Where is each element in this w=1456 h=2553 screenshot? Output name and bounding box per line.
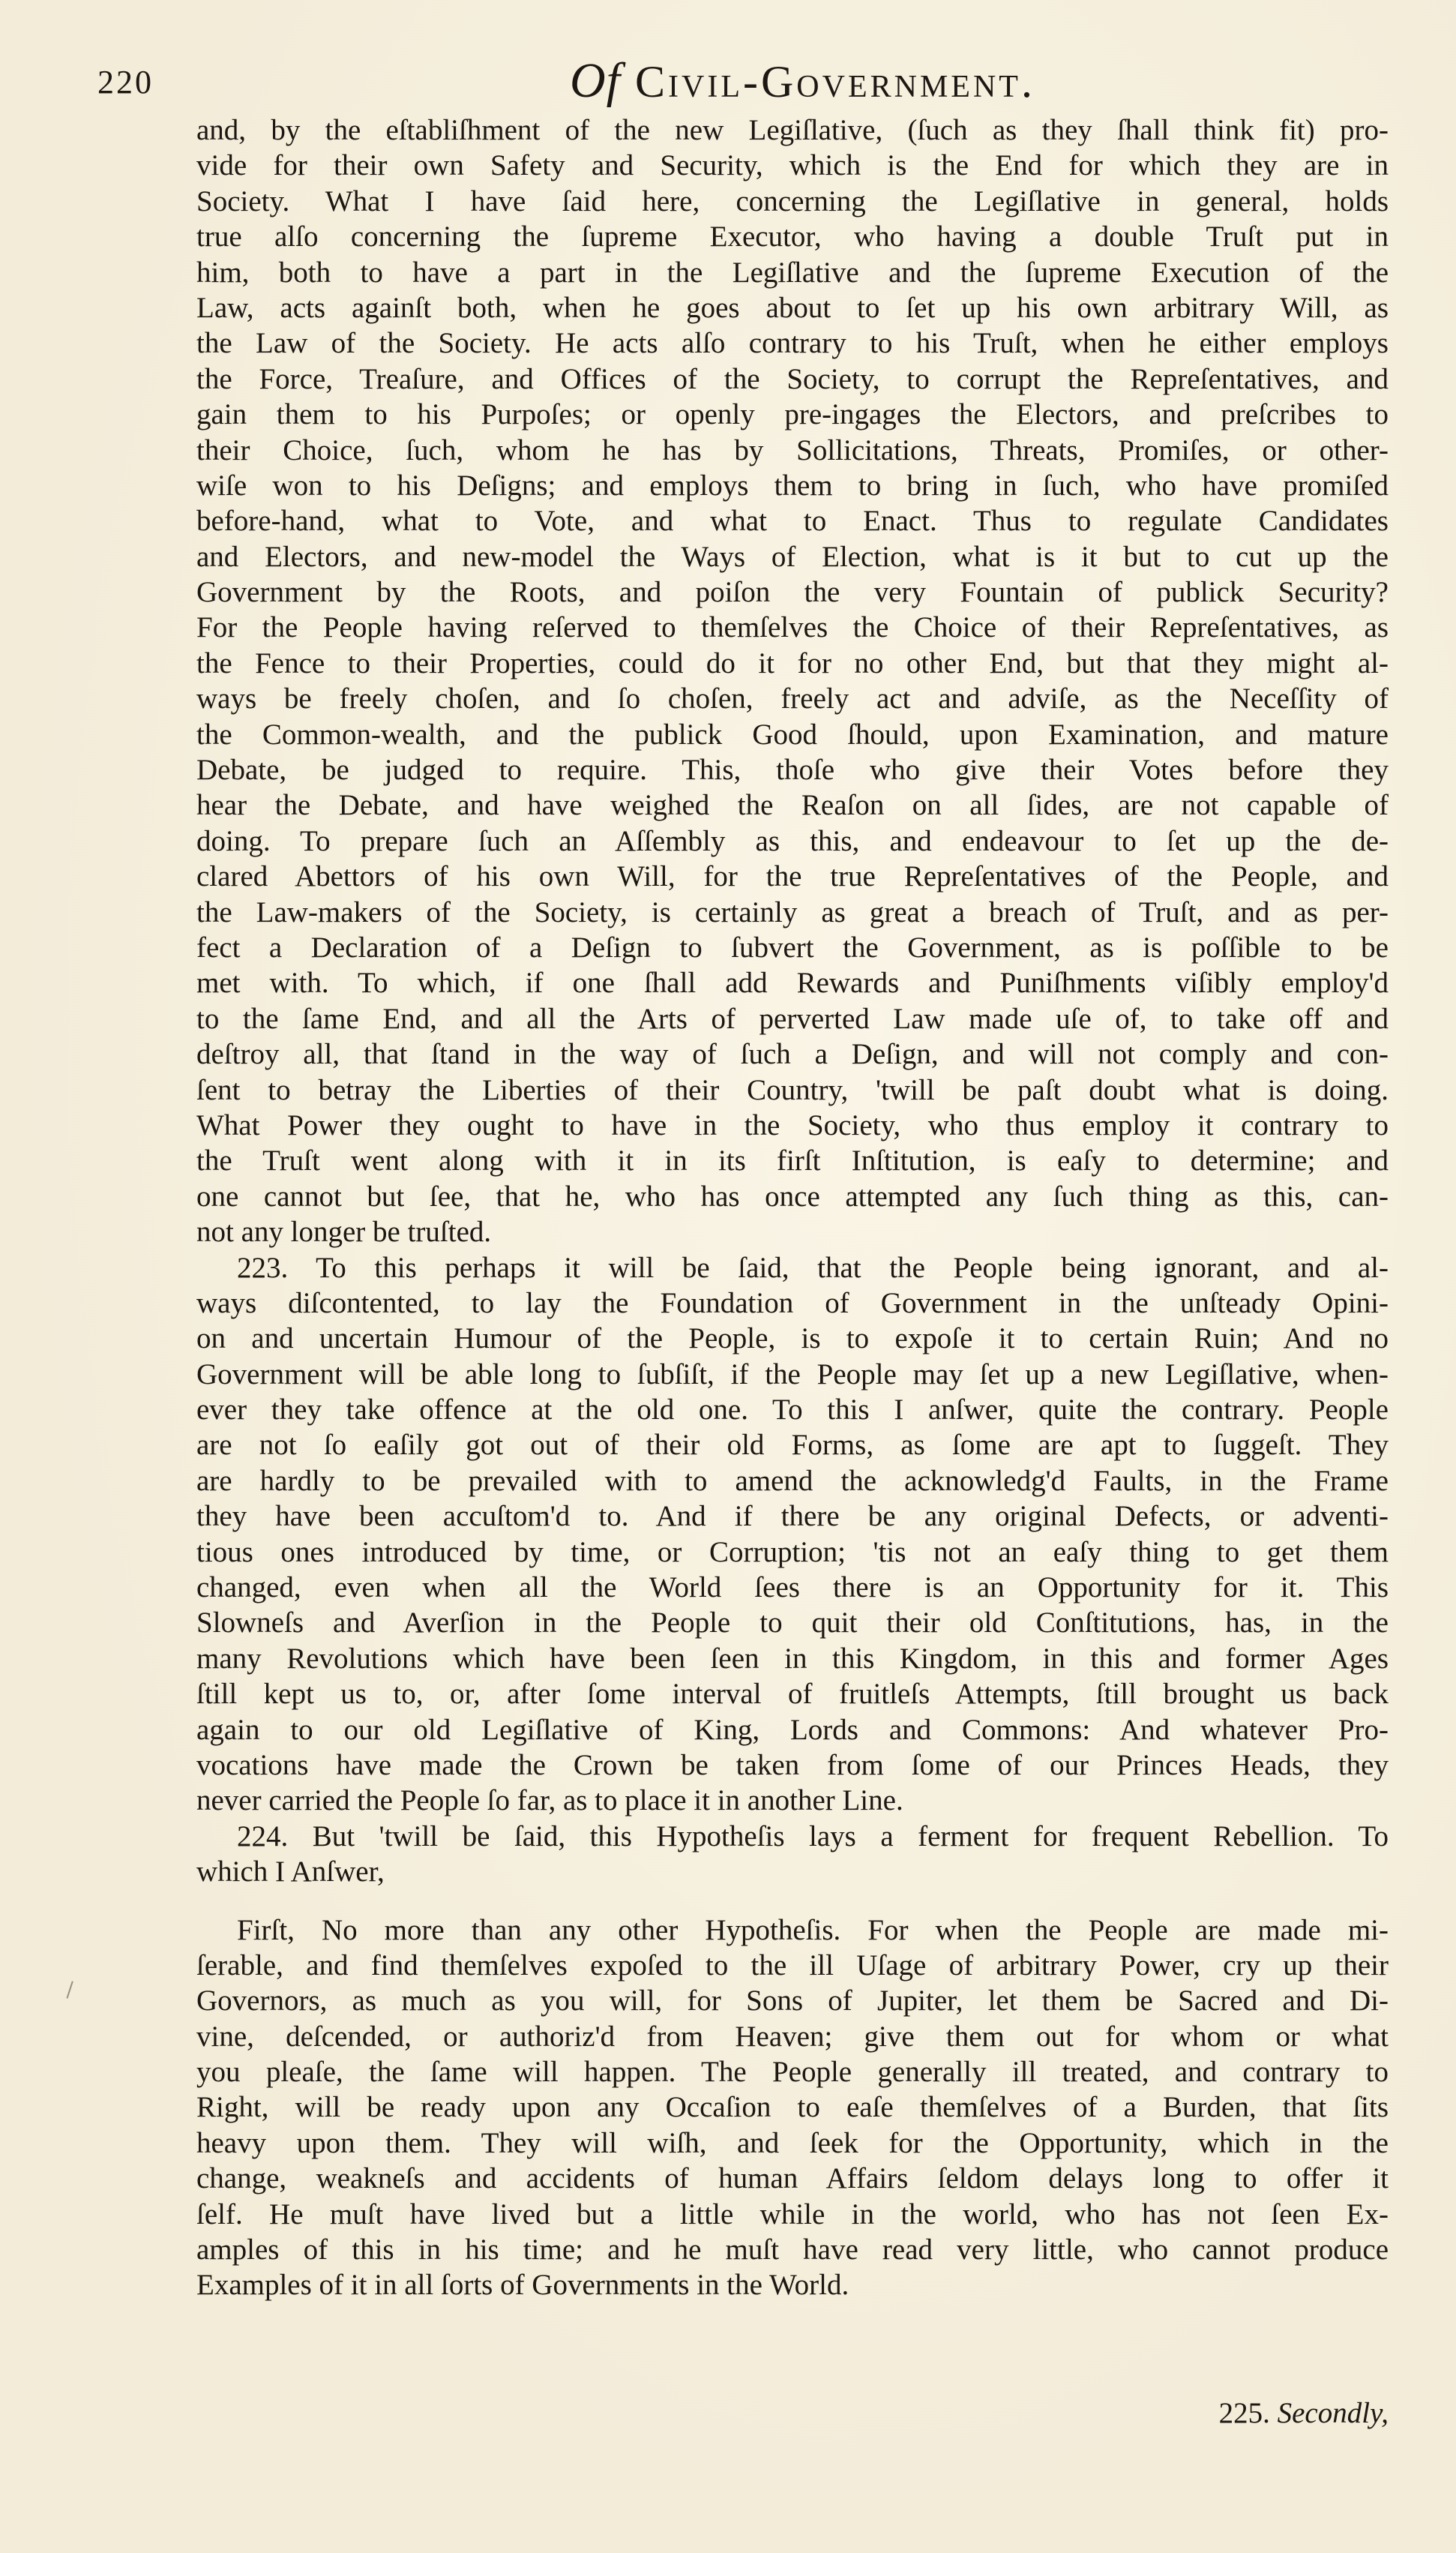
text-line: amples of this in his time; and he muſt have read very little, who cannot produce — [196, 2234, 1389, 2266]
text-line: the Force, Treaſure, and Offices of the Society, to corrupt the Repreſentatives, and — [196, 362, 1389, 395]
text-line: to the ſame End, and all the Arts of perverted Law made uſe of, to take off and — [196, 1002, 1389, 1035]
text-line: clared Abettors of his own Will, for the true Repreſentatives of the People, and — [196, 860, 1389, 893]
text-line: one cannot but ſee, that he, who has once attempted any ſuch thing as this, can- — [196, 1180, 1389, 1213]
text-line: the Truſt went along with it in its firſt Inſtitution, is eaſy to determine; and — [196, 1144, 1389, 1178]
text-line: ever they take offence at the old one. To this I anſwer, quite the contrary. People — [196, 1394, 1389, 1426]
text-line: hear the Debate, and have weighed the Reaſon on all ſides, are not capable of — [196, 789, 1389, 822]
text-line: What Power they ought to have in the Society, who thus employ it contrary to — [196, 1108, 1389, 1142]
body-text — [196, 112, 1389, 2303]
text-line: not any longer be truſted. — [196, 1216, 492, 1249]
catchword — [1164, 2396, 1389, 2430]
text-line: heavy upon them. They will wiſh, and ſeek for the Opportunity, which in the — [196, 2126, 1389, 2159]
text-line: change, weakneſs and accidents of human Affairs ſeldom delays long to offer it — [196, 2162, 1389, 2195]
text-line: and, by the eſtabliſhment of the new Legiſlative, (ſuch as they ſhall think fit) pro- — [196, 114, 1389, 146]
text-line: ways be freely choſen, and ſo choſen, freely act and adviſe, as the Neceſſity of — [196, 682, 1389, 716]
text-line: Examples of it in all ſorts of Governments in the World. — [196, 2269, 849, 2302]
text-line: ſtill kept us to, or, after ſome interval of fruitleſs Attempts, ſtill brought us back — [196, 1678, 1389, 1711]
text-line: which I Anſwer, — [196, 1856, 385, 1888]
margin-pencil-mark — [66, 1981, 77, 2000]
text-line: their Choice, ſuch, whom he has by Sollicitations, Threats, Promiſes, or other- — [196, 434, 1389, 466]
text-line: ſelf. He muſt have lived but a little while in the world, who has not ſeen Ex- — [196, 2198, 1389, 2230]
text-line: ways diſcontented, to lay the Foundation of Government in the unſteady Opini- — [196, 1286, 1389, 1319]
text-line: many Revolutions which have been ſeen in this Kingdom, in this and former Ages — [196, 1642, 1389, 1675]
text-line: ſent to betray the Liberties of their Country, 'twill be paſt doubt what is doing. — [196, 1073, 1389, 1106]
text-line: again to our old Legiſlative of King, Lords and Commons: And whatever Pro- — [196, 1713, 1389, 1746]
text-line: Governors, as much as you will, for Sons of Jupiter, let them be Sacred and Di- — [196, 1984, 1389, 2018]
text-line: met with. To which, if one ſhall add Rewards and Puniſhments viſibly employ'd — [196, 967, 1389, 1000]
text-line: Government will be able long to ſubſiſt, if the People may ſet up a new Legiſlative, when- — [196, 1358, 1389, 1390]
catchword-word: Secondly, — [1277, 2397, 1389, 2429]
text-line: tious ones introduced by time, or Corruption; 'tis not an eaſy thing to get them — [196, 1535, 1389, 1568]
paragraph-first-start: Firſt, No more than any other Hypotheſis. For when the People are made mi- — [237, 1913, 1389, 1946]
text-line: doing. To prepare ſuch an Aſſembly as this, and endeavour to ſet up the de- — [196, 824, 1389, 857]
text-line: wiſe won to his Deſigns; and employs them to bring in ſuch, who have promiſed — [196, 469, 1389, 502]
paragraph-223-start: 223. To this perhaps it will be ſaid, that the People being ignorant, and al- — [237, 1251, 1389, 1284]
text-line: the Law of the Society. He acts alſo contrary to his Truſt, when he either employs — [196, 327, 1389, 360]
text-line: Government by the Roots, and poiſon the very Fountain of publick Security? — [196, 576, 1389, 609]
text-line: Debate, be judged to require. This, thoſe who give their Votes before they — [196, 754, 1389, 787]
text-line: vocations have made the Crown be taken from ſome of our Princes Heads, they — [196, 1748, 1389, 1781]
running-head-title: Civil-Government. — [635, 57, 1035, 106]
text-line: Society. What I have ſaid here, concerning the Legiſlative in general, holds — [196, 184, 1389, 218]
text-line: they have been accuſtom'd to. And if there be any original Defects, or adventi- — [196, 1500, 1389, 1533]
text-line: him, both to have a part in the Legiſlative and the ſupreme Execution of the — [196, 256, 1389, 289]
text-line: fect a Declaration of a Deſign to ſubvert the Government, as is poſſible to be — [196, 931, 1389, 964]
text-line: Slowneſs and Averſion in the People to quit their old Conſtitutions, has, in the — [196, 1606, 1389, 1640]
text-line: are not ſo eaſily got out of their old Forms, as ſome are apt to ſuggeſt. They — [196, 1429, 1389, 1462]
page-number: 220 — [97, 64, 154, 100]
running-head-of: Of — [570, 53, 621, 108]
text-line: you pleaſe, the ſame will happen. The People generally ill treated, and contrary to — [196, 2056, 1389, 2089]
running-head — [570, 52, 1035, 110]
text-line: are hardly to be prevailed with to amend the acknowledg'd Faults, in the Frame — [196, 1464, 1389, 1497]
catchword-number: 225. — [1218, 2397, 1270, 2429]
text-line: For the People having reſerved to themſelves the Choice of their Repreſentatives, as — [196, 611, 1389, 644]
text-line: Right, will be ready upon any Occaſion to eaſe themſelves of a Burden, that ſits — [196, 2091, 1389, 2124]
text-line: gain them to his Purpoſes; or openly pre-ingages the Electors, and preſcribes to — [196, 398, 1389, 431]
page-header — [97, 52, 1387, 120]
text-line: the Common-wealth, and the publick Good ſhould, upon Examination, and mature — [196, 718, 1389, 751]
paragraph-gap — [196, 1890, 1389, 1912]
text-line: never carried the People ſo far, as to place it in another Line. — [196, 1784, 903, 1817]
text-line: deſtroy all, that ſtand in the way of ſuch a Deſign, and will not comply and con- — [196, 1038, 1389, 1071]
text-line: Law, acts againſt both, when he goes about to ſet up his own arbitrary Will, as — [196, 291, 1389, 324]
text-line: changed, even when all the World ſees there is an Opportunity for it. This — [196, 1571, 1389, 1604]
text-line: vine, deſcended, or authoriz'd from Heaven; give them out for whom or what — [196, 2020, 1389, 2053]
text-line: the Fence to their Properties, could do it for no other End, but that they might al- — [196, 646, 1389, 680]
text-line: and Electors, and new-model the Ways of Election, what is it but to cut up the — [196, 540, 1389, 573]
paragraph-224-start: 224. But 'twill be ſaid, this Hypotheſis lays a ferment for frequent Rebellion. To — [237, 1820, 1389, 1852]
text-line: the Law-makers of the Society, is certainly as great a breach of Truſt, and as per- — [196, 896, 1389, 928]
text-line: before-hand, what to Vote, and what to Enact. Thus to regulate Candidates — [196, 505, 1389, 538]
text-line: ſerable, and find themſelves expoſed to the ill Uſage of arbitrary Power, cry up their — [196, 1948, 1389, 1982]
text-line: vide for their own Safety and Security, which is the End for which they are in — [196, 149, 1389, 182]
text-line: on and uncertain Humour of the People, is to expoſe it to certain Ruin; And no — [196, 1322, 1389, 1355]
text-line: true alſo concerning the ſupreme Executor, who having a double Truſt put in — [196, 220, 1389, 254]
